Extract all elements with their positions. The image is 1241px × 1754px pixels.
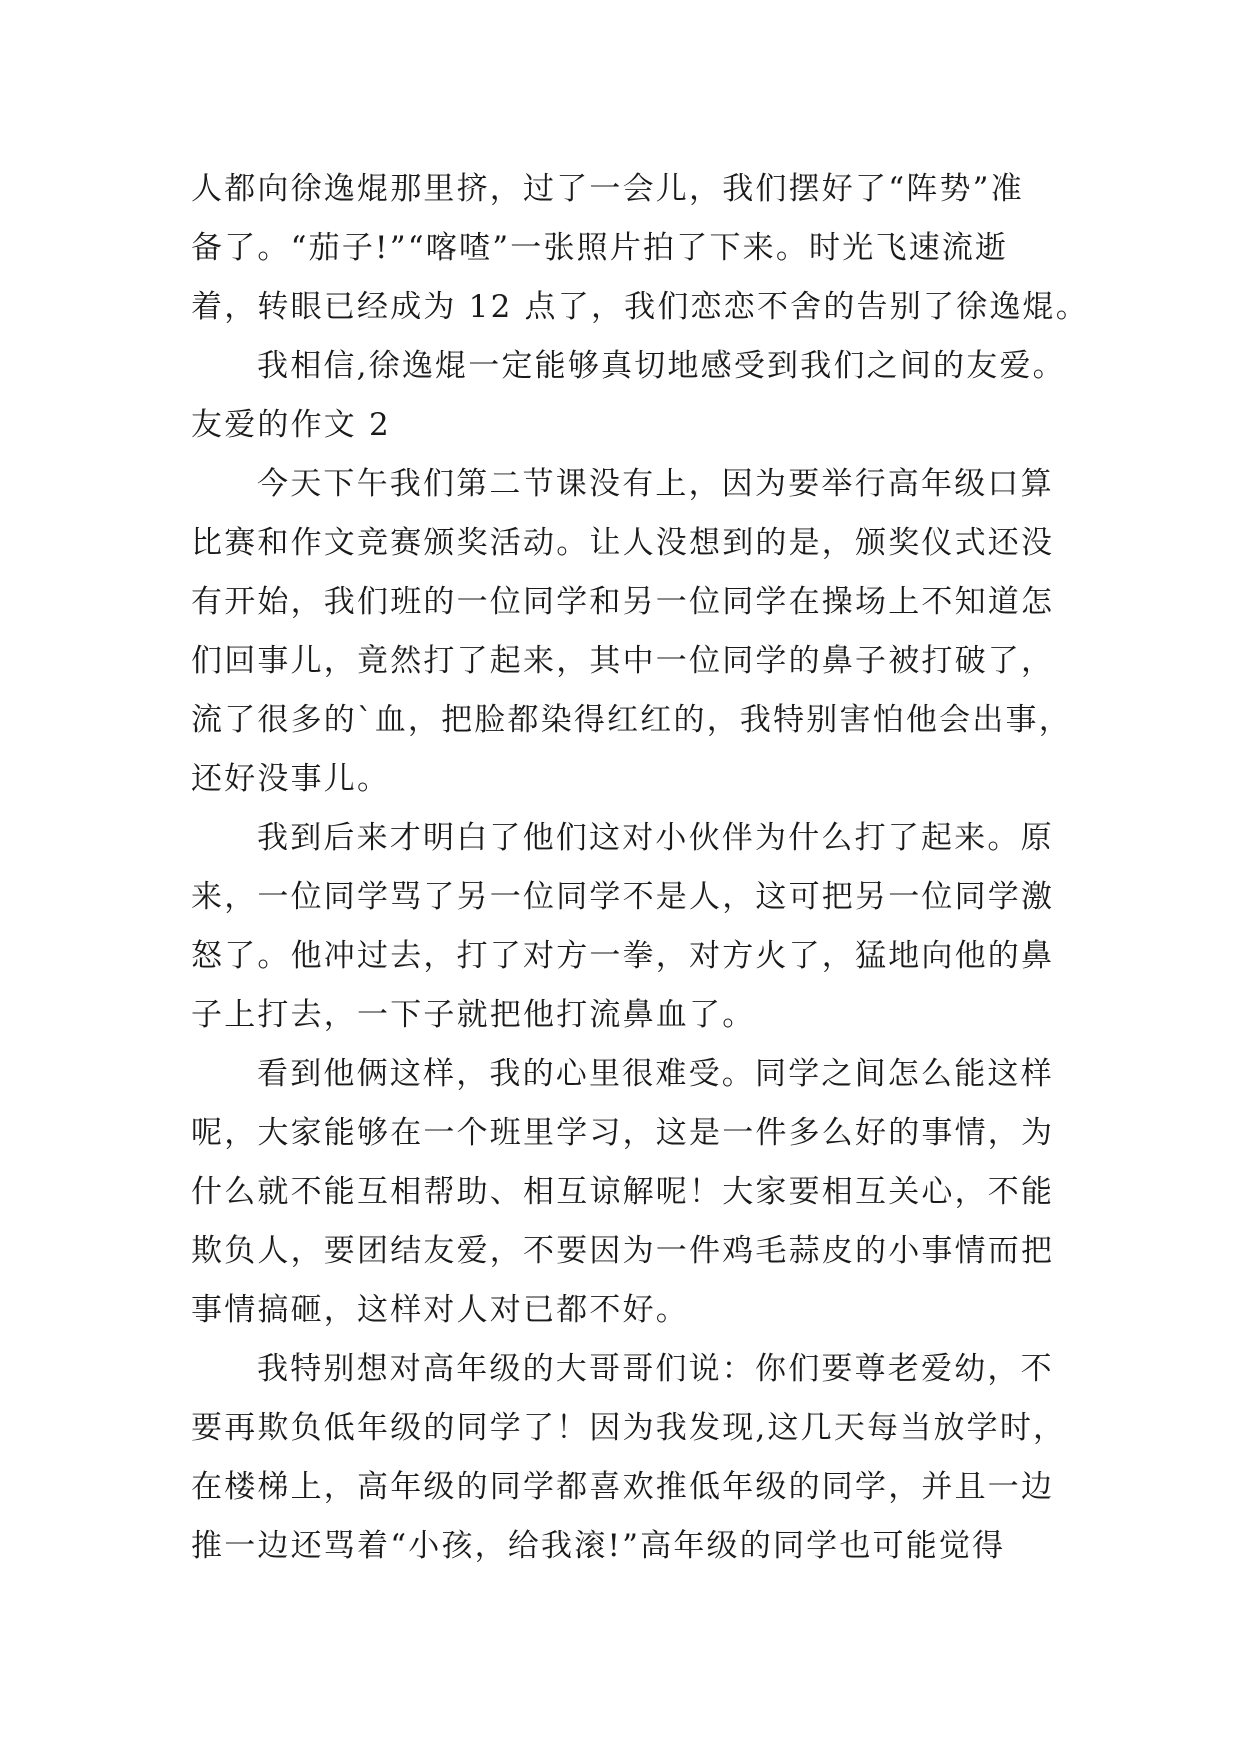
text-line: 还好没事儿。 (191, 761, 391, 797)
text-line: 今天下午我们第二节课没有上，因为要举行高年级口算 (257, 466, 1054, 502)
text-line: 我特别想对高年级的大哥哥们说：你们要尊老爱幼，不 (257, 1351, 1054, 1387)
text-line: 人都向徐逸焜那里挤，过了一会儿，我们摆好了“阵势”准 (191, 171, 1024, 207)
text-line: 看到他俩这样，我的心里很难受。同学之间怎么能这样 (257, 1056, 1054, 1092)
text-line: 怒了。他冲过去，打了对方一拳，对方火了，猛地向他的鼻 (191, 938, 1055, 974)
text-line: 要再欺负低年级的同学了！因为我发现,这几天每当放学时， (191, 1410, 1067, 1446)
text-line: 我相信,徐逸焜一定能够真切地感受到我们之间的友爱。 (257, 348, 1066, 384)
text-line: 推一边还骂着“小孩，给我滚!”高年级的同学也可能觉得 (191, 1528, 1006, 1564)
text-line: 事情搞砸，这样对人对已都不好。 (191, 1292, 689, 1328)
text-line: 们回事儿，竟然打了起来，其中一位同学的鼻子被打破了， (191, 643, 1055, 679)
text-line: 流了很多的`血，把脸都染得红红的，我特别害怕他会出事， (191, 702, 1072, 738)
text-line: 我到后来才明白了他们这对小伙伴为什么打了起来。原 (257, 820, 1054, 856)
text-line: 着，转眼已经成为 12 点了，我们恋恋不舍的告别了徐逸焜。 (191, 289, 1089, 325)
text-line: 什么就不能互相帮助、相互谅解呢！大家要相互关心，不能 (191, 1174, 1055, 1210)
section-heading: 友爱的作文 2 (191, 407, 391, 443)
text-line: 欺负人，要团结友爱，不要因为一件鸡毛蒜皮的小事情而把 (191, 1233, 1055, 1269)
text-line: 有开始，我们班的一位同学和另一位同学在操场上不知道怎 (191, 584, 1055, 620)
text-line: 子上打去，一下子就把他打流鼻血了。 (191, 997, 756, 1033)
text-line: 在楼梯上，高年级的同学都喜欢推低年级的同学，并且一边 (191, 1469, 1055, 1505)
text-line: 来，一位同学骂了另一位同学不是人，这可把另一位同学激 (191, 879, 1055, 915)
text-line: 呢，大家能够在一个班里学习，这是一件多么好的事情，为 (191, 1115, 1055, 1151)
text-line: 比赛和作文竞赛颁奖活动。让人没想到的是，颁奖仪式还没 (191, 525, 1055, 561)
text-line: 备了。“茄子!”“喀喳”一张照片拍了下来。时光飞速流逝 (191, 230, 1009, 266)
document-body (191, 160, 1089, 1576)
